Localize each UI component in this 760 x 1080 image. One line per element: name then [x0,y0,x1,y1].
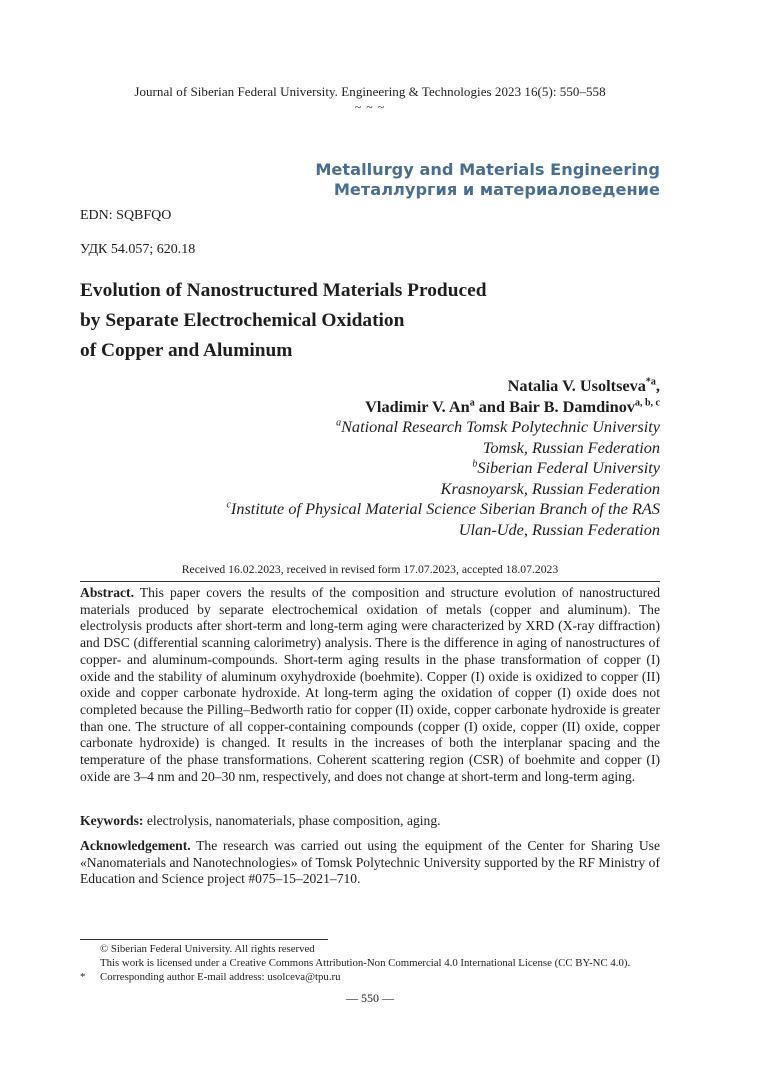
affiliation-text: Institute of Physical Material Science Siberian Branch of the RAS [230,499,660,518]
author-conjunction: and [474,396,510,416]
abstract-divider [80,581,660,582]
abstract-paragraph [80,585,660,785]
affiliation-a-place: Tomsk, Russian Federation [482,437,660,457]
acknowledgement-text: The research was carried out using the equipment of the Center for Sharing Use «Nanomaterials and Nanotechnologies» of Tomsk Polytechnic University supported by the RF Ministry of Education and Science project #075–15–2021–710. [80,838,660,887]
received-dates: Received 16.02.2023, received in revised form 17.07.2023, accepted 18.07.2023 [181,563,559,576]
title-line-3: of Copper and Aluminum [80,340,293,361]
paper-title [80,276,486,366]
affiliation-sup: b [472,458,478,470]
footnote-copyright: © Siberian Federal University. All rights reserved [100,943,315,955]
title-line-1: Evolution of Nanostructured Materials Produced [80,280,487,301]
author-separator: , [655,376,660,395]
author-line-1 [226,376,660,397]
keywords-paragraph [80,813,660,830]
footnote-license: This work is licensed under a Creative Commons Attribution-Non Commercial 4.0 International License (CC BY-NC 4.0). [100,957,631,969]
edn-code: EDN: SQBFQO [80,208,172,223]
affiliation-sup: a [336,417,342,429]
author-sup: a, b, c [635,397,660,409]
acknowledgement-paragraph [80,838,660,888]
header-ornament: ~ ~ ~ [354,100,386,114]
author-block [226,376,660,540]
author-name: Natalia V. Usoltseva [507,376,646,395]
affiliation-c-name [226,499,660,520]
footnote-asterisk: * [80,971,86,983]
affiliation-c-place: Ulan-Ude, Russian Federation [458,519,660,539]
footnote-divider [80,939,328,940]
udk-code: УДК 54.057; 620.18 [80,242,196,257]
abstract-text: This paper covers the results of the composition and structure evolution of nanostructured materials produced by separate electrochemical oxidation of metals (copper and aluminum). The electrolysis products after short-term and long-term aging were characterized by XRD (X-ray diffraction) and DSC (differential scanning calorimetry) analysis. There is the difference in aging of nanostructures of copper- and aluminum-compounds. Short-term aging results in the phase transformation of copper (I) oxide and the stability of aluminum oxyhydroxide (boehmite). Copper (I) oxide is oxidized to copper (II) oxide and copper carbonate hydroxide. At long-term aging the oxidation of copper (I) oxide does not completed because the Pilling–Bedworth ratio for copper (II) oxide, copper carbonate hydroxide is greater than one. The structure of all copper-containing compounds (copper (I) oxide, copper (II) oxide, copper carbonate hydroxide) is changed. It results in the increases of both the interplanar spacing and the temperature of the phase transformations. Coherent scattering region (CSR) of boehmite and copper (I) oxide are 3–4 nm and 20–30 nm, respectively, and does not change at short-term and long-term aging. [80,585,660,784]
author-line-2 [226,397,660,418]
page-number: — 550 — [346,991,394,1005]
footnote-corresponding: Corresponding author E-mail address: usolceva@tpu.ru [100,971,341,983]
affiliation-b-place: Krasnoyarsk, Russian Federation [440,478,660,498]
section-title-en: Metallurgy and Materials Engineering [315,160,660,179]
affiliation-text: Siberian Federal University [477,458,660,477]
journal-header: Journal of Siberian Federal University. Engineering & Technologies 2023 16(5): 550–558 [134,84,606,99]
acknowledgement-label: Acknowledgement. [80,838,191,853]
section-heading [315,160,660,200]
keywords-label: Keywords: [80,813,144,828]
author-sup: a [469,397,475,409]
keywords-text: electrolysis, nanomaterials, phase composition, aging. [143,813,441,828]
affiliation-sup: c [226,499,231,511]
author-name: Vladimir V. An [365,396,470,416]
affiliation-text: National Research Tomsk Polytechnic University [341,417,660,436]
affiliation-a-name [226,417,660,438]
title-line-2: by Separate Electrochemical Oxidation [80,310,405,331]
author-name: Bair B. Damdinov [509,396,635,416]
abstract-label: Abstract. [80,585,134,600]
section-title-ru: Металлургия и материаловедение [333,180,660,199]
author-sup: *a [645,376,656,388]
affiliation-b-name [226,458,660,479]
